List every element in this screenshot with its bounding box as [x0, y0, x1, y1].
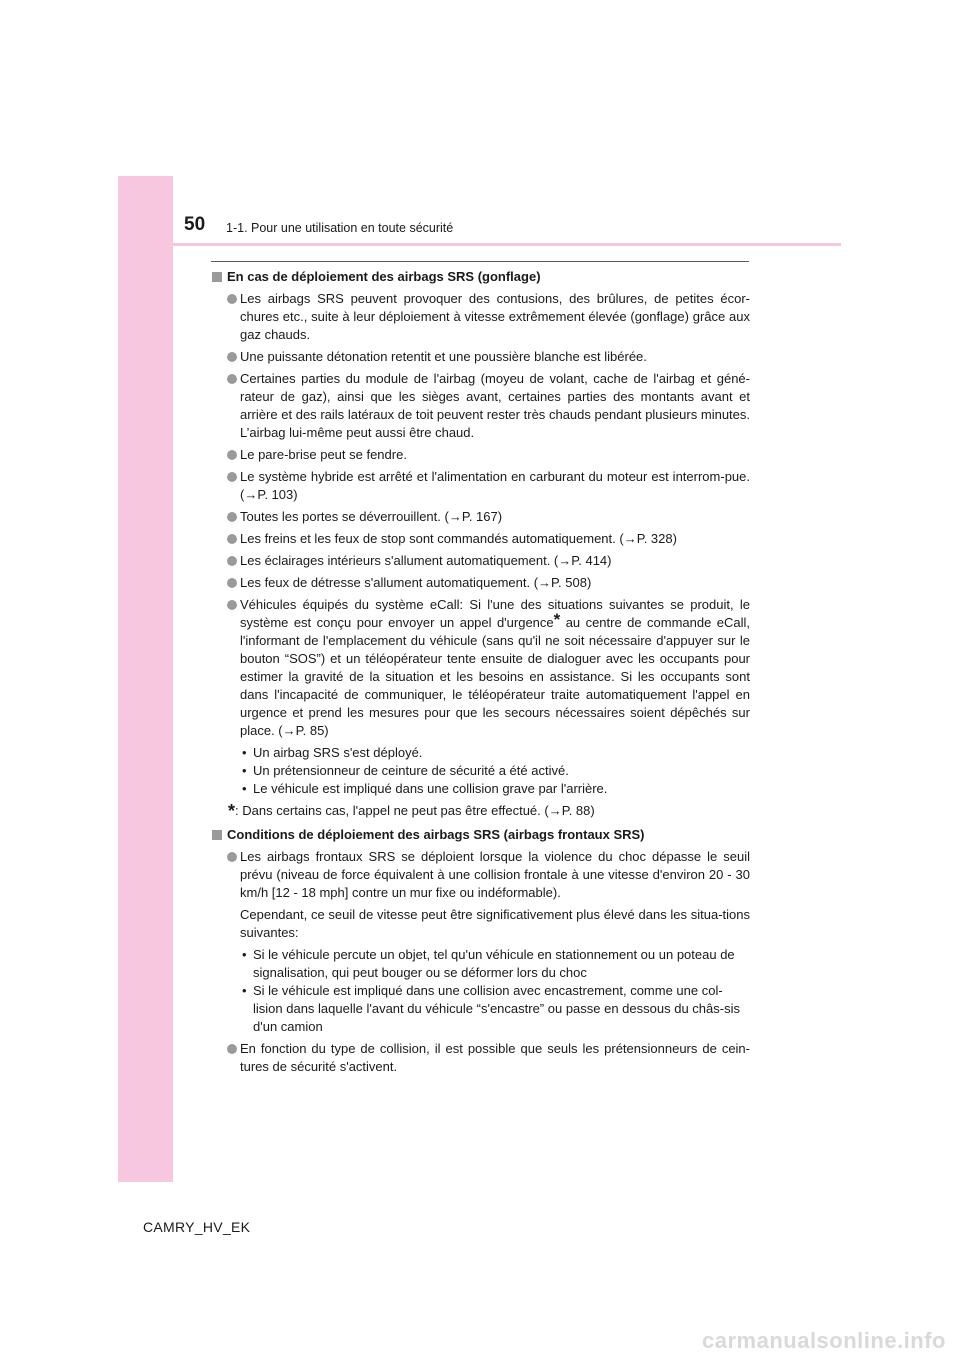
list-item: Toutes les portes se déverrouillent. (→P. 167) — [212, 508, 750, 526]
list-item: Certaines parties du module de l'airbag (moyeu de volant, cache de l'airbag et géné-rateur de gaz), ainsi que les sièges avant, certaines parties des montants avant et arrière et des rails latéraux de toit peuvent rester très chauds pendant plusieurs minutes. L’airbag lui-même peut aussi être chaud. — [212, 370, 750, 442]
asterisk-marker: * — [553, 610, 561, 629]
ecall-conditions — [212, 744, 750, 798]
sub-list-item: • Si le véhicule est impliqué dans une collision avec encastrement, comme une col-lision dans laquelle l'avant du véhicule “s'encastre” ou passe en dessous du châs-sis d'un camion — [240, 982, 750, 1036]
content-rule — [211, 261, 749, 262]
ecall-item — [212, 596, 750, 740]
ecall-text-before: Véhicules équipés du système eCall: Si l'une des situations suivantes se produit, le système est conçu pour envoyer un appel d'urgence — [240, 597, 750, 630]
speed-threshold-situations — [212, 946, 750, 1036]
ecall-text-after: au centre de commande eCall, l'informant de l'emplacement du véhicule (sans qu'il ne soit nécessaire d'appuyer sur le bouton “SOS”) et un téléopérateur tente ensuite de dialoguer avec les occupants pour estimer la gravité de la situation et les besoins en assistance. Si les occupants sont dans l'incapacité de communiquer, le téléopérateur traite automatiquement l'appel en urgence et prend les mesures pour que les secours nécessaires soient dépêchés sur place. (→P. 85) — [240, 615, 750, 738]
list-item: Les freins et les feux de stop sont commandés automatiquement. (→P. 328) — [212, 530, 750, 548]
list-item: Les éclairages intérieurs s'allument automatiquement. (→P. 414) — [212, 552, 750, 570]
sub-list-item: • Le véhicule est impliqué dans une collision grave par l'arrière. — [240, 780, 750, 798]
list-item: En fonction du type de collision, il est possible que seuls les prétensionneurs de cein-tures de sécurité s'activent. — [212, 1040, 750, 1076]
sub-list-item: • Si le véhicule percute un objet, tel qu'un véhicule en stationnement ou un poteau de signalisation, qui peut bouger ou se déformer lors du choc — [240, 946, 750, 982]
watermark-logo: carmanualsonline.info — [702, 1328, 946, 1353]
page-content — [212, 268, 750, 1080]
section-heading-deployment: En cas de déploiement des airbags SRS (gonflage) — [212, 268, 750, 286]
footnote-text: : Dans certains cas, l'appel ne peut pas être effectué. (→P. 88) — [235, 803, 595, 818]
model-code: CAMRY_HV_EK — [143, 1219, 251, 1235]
sub-list-item: • Un prétensionneur de ceinture de sécurité a été activé. — [240, 762, 750, 780]
sub-list-item: • Un airbag SRS s'est déployé. — [240, 744, 750, 762]
side-band — [118, 176, 173, 1182]
list-item: Une puissante détonation retentit et une poussière blanche est libérée. — [212, 348, 750, 366]
page-number: 50 — [184, 214, 206, 235]
list-item: Les airbags frontaux SRS se déploient lorsque la violence du choc dépasse le seuil prévu (niveau de force équivalent à une collision frontale à une vitesse d'environ 20 - 30 km/h [12 - 18 mph] contre un mur fixe ou indéformable). — [212, 848, 750, 902]
section-heading-conditions: Conditions de déploiement des airbags SRS (airbags frontaux SRS) — [212, 826, 750, 844]
paragraph: Cependant, ce seuil de vitesse peut être significativement plus élevé dans les situa-tions suivantes: — [240, 907, 750, 940]
list-item: Le pare-brise peut se fendre. — [212, 446, 750, 464]
footnote — [212, 802, 750, 820]
footnote-marker: * — [228, 801, 236, 821]
list-item: Les feux de détresse s'allument automatiquement. (→P. 508) — [212, 574, 750, 592]
header-rule — [173, 243, 841, 246]
list-item: Les airbags SRS peuvent provoquer des contusions, des brûlures, de petites écor-chures etc., suite à leur déploiement à vitesse extrêmement élevée (gonflage) grâce aux gaz chauds. — [212, 290, 750, 344]
chapter-title: 1-1. Pour une utilisation en toute sécurité — [226, 221, 454, 235]
list-item: Le système hybride est arrêté et l'alimentation en carburant du moteur est interrom-pue. (→P. 103) — [212, 468, 750, 504]
